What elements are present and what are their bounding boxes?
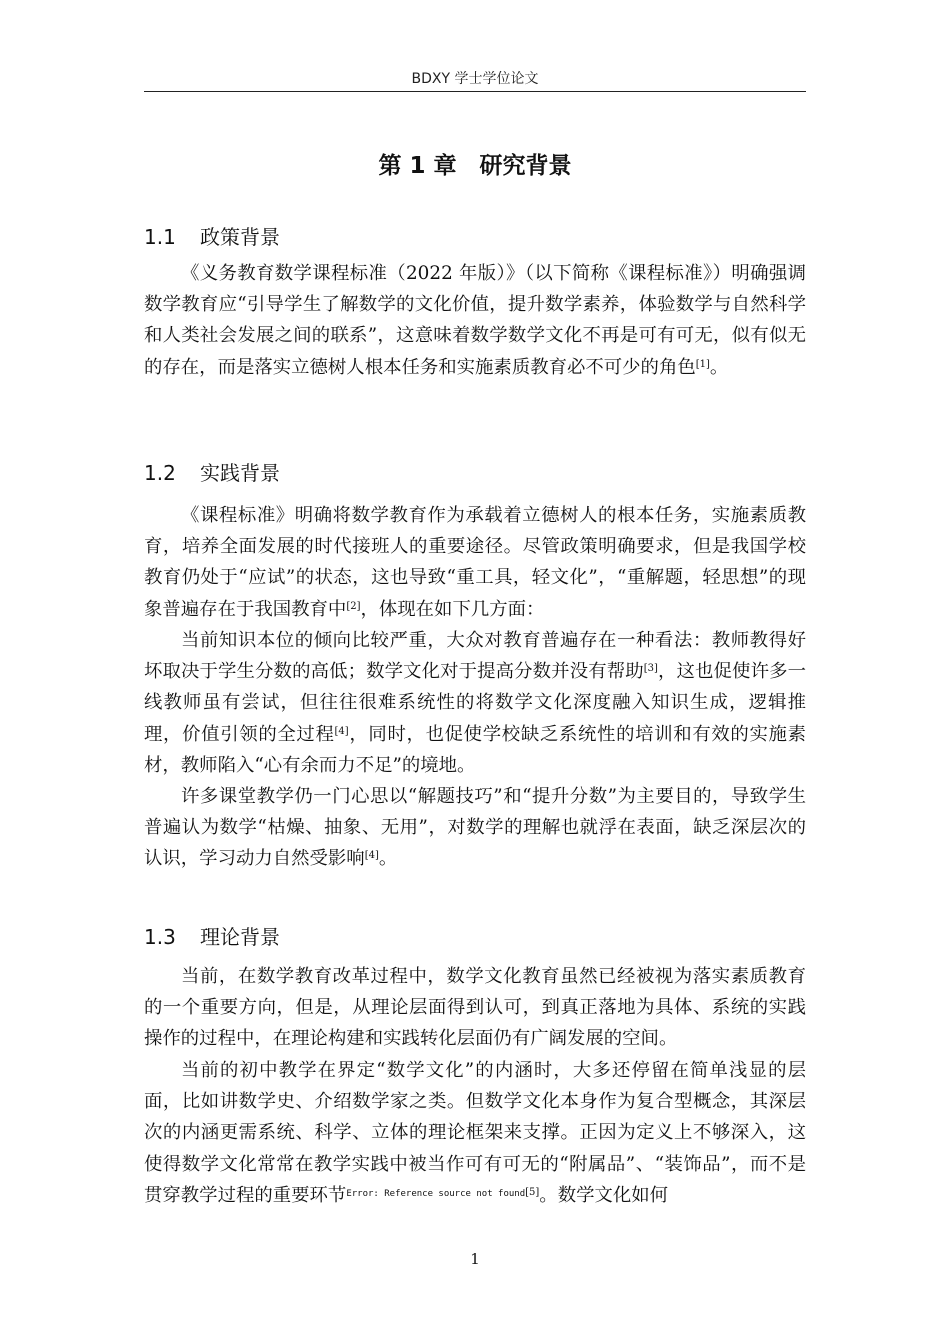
citation-ref: [2] <box>346 600 361 612</box>
section-title: 政策背景 <box>200 225 280 249</box>
running-header: BDXY 学士学位论文 <box>411 71 539 87</box>
page-number: 1 <box>470 1250 480 1268</box>
body-paragraph: 许多课堂教学仍一门心思以“解题技巧”和“提升分数”为主要目的，导致学生普遍认为数学“枯燥、抽象、无用”，对数学的理解也就浮在表面，缺乏深层次的认识，学习动力自然受影响[4]。 <box>144 786 806 870</box>
citation-ref: [4] <box>364 850 379 862</box>
section-title: 理论背景 <box>200 925 280 949</box>
citation-ref: [3] <box>643 663 658 675</box>
section-heading-1-2 <box>144 456 806 490</box>
section-number: 1.2 <box>144 461 176 485</box>
header-divider <box>144 91 806 92</box>
reference-error-text: Error: Reference source not found <box>346 1188 526 1199</box>
body-paragraph: 《课程标准》明确将数学教育作为承载着立德树人的根本任务，实施素质教育，培养全面发展的时代接班人的重要途径。尽管政策明确要求，但是我国学校教育仍处于“应试”的状态，这也导致“重工具，轻文化”，“重解题，轻思想”的现象普遍存在于我国教育中[2]，体现在如下几方面： <box>144 505 806 620</box>
chapter-title: 第 1 章 研究背景 <box>378 153 572 179</box>
citation-ref: [5] <box>525 1186 540 1198</box>
body-paragraph: 当前，在数学教育改革过程中，数学文化教育虽然已经被视为落实素质教育的一个重要方向，但是，从理论层面得到认可，到真正落地为具体、系统的实践操作的过程中，在理论构建和实践转化层面仍有广阔发展的空间。 <box>144 966 806 1050</box>
body-paragraph: 当前知识本位的倾向比较严重，大众对教育普遍存在一种看法：教师教得好坏取决于学生分数的高低；数学文化对于提高分数并没有帮助[3]，这也促使许多一线教师虽有尝试，但往往很难系统性的将数学文化深度融入知识生成，逻辑推理，价值引领的全过程[4]，同时，也促使学校缺乏系统性的培训和有效的实施素材，教师陷入“心有余而力不足”的境地。 <box>144 630 806 776</box>
section-heading-1-3 <box>144 920 806 954</box>
body-paragraph: 当前的初中教学在界定“数学文化”的内涵时，大多还停留在简单浅显的层面，比如讲数学史、介绍数学家之类。但数学文化本身作为复合型概念，其深层次的内涵更需系统、科学、立体的理论框架来支撑。正因为定义上不够深入，这使得数学文化常常在教学实践中被当作可有可无的“附属品”、“装饰品”，而不是贯穿教学过程的重要环节$^{Error: Reference source not found[5]}$。数学文化如何 <box>144 1060 806 1206</box>
section-heading-1-1 <box>144 220 806 254</box>
body-paragraph: 《义务教育数学课程标准（2022 年版）》（以下简称《课程标准》）明确强调数学教育应“引导学生了解数学的文化价值，提升数学素养，体验数学与自然科学和人类社会发展之间的联系”，这意味着数学数学文化不再是可有可无，似有似无的存在，而是落实立德树人根本任务和实施素质教育必不可少的角色[1]。 <box>144 263 806 378</box>
section-number: 1.1 <box>144 225 176 249</box>
section-title: 实践背景 <box>200 461 280 485</box>
citation-ref: [4] <box>334 725 349 737</box>
section-number: 1.3 <box>144 925 176 949</box>
citation-ref: [1] <box>695 358 710 370</box>
